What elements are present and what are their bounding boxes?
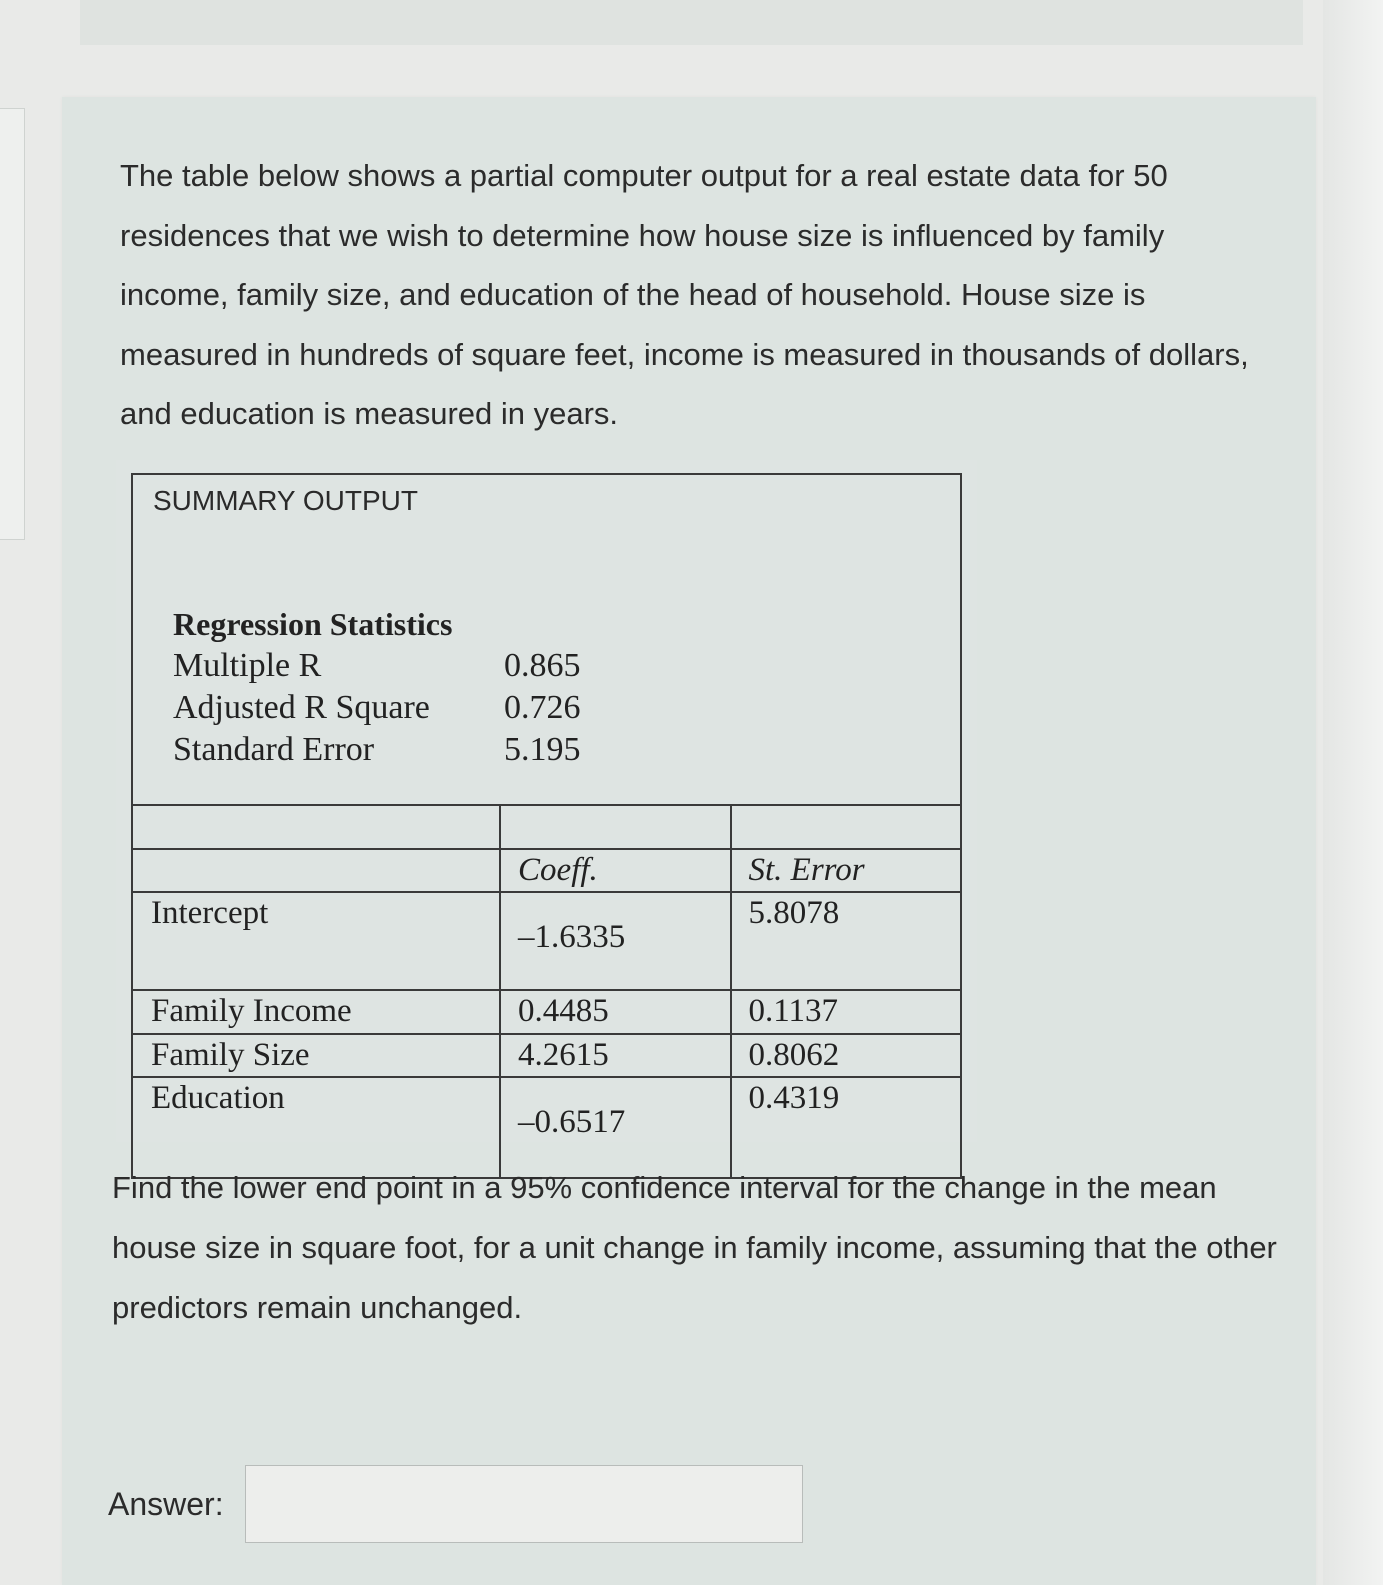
row-label-cell	[132, 990, 500, 1034]
regression-statistics-header: Regression Statistics	[173, 606, 453, 642]
row-label: Family Income	[151, 993, 352, 1029]
column-header-coeff	[500, 849, 730, 892]
empty-row	[132, 805, 961, 849]
st-error-header-text: St. Error	[748, 852, 865, 888]
row-label: Family Size	[151, 1037, 310, 1073]
se-value: 5.8078	[748, 895, 840, 931]
prompt-text: Find the lower end point in a 95% confidence interval for the change in the mean house size in square foot, for a unit change in family income, assuming that the other predictors remain unchanged.	[112, 1170, 1277, 1325]
stat-label: Multiple R	[173, 647, 322, 684]
stat-label: Adjusted R Square	[173, 689, 430, 726]
table-row	[132, 892, 961, 990]
column-header-row	[132, 849, 961, 892]
coeff-cell	[500, 1034, 730, 1077]
se-cell	[731, 990, 961, 1034]
right-edge	[1323, 0, 1383, 1585]
empty-cell	[500, 805, 730, 849]
stat-row	[173, 687, 581, 729]
coeff-value: –1.6335	[518, 919, 626, 955]
stat-row	[173, 645, 581, 687]
stat-value: 0.865	[504, 647, 581, 684]
stat-value: 0.726	[504, 689, 581, 726]
row-label: Education	[151, 1080, 285, 1116]
se-value: 0.4319	[748, 1080, 840, 1116]
summary-block	[132, 474, 961, 805]
left-side-tab	[0, 108, 25, 540]
se-value: 0.8062	[748, 1037, 840, 1073]
column-header-st-error	[731, 849, 961, 892]
stat-value: 5.195	[504, 731, 581, 768]
column-header-blank	[132, 849, 500, 892]
coeff-value: –0.6517	[518, 1104, 626, 1140]
question-text: The table below shows a partial computer output for a real estate data for 50 residences that we wish to determine how house size is influenced by family income, family size, and education of the head of household. House size is measured in hundreds of square feet, income is measured in thousands of dollars, and education is measured in years.	[120, 158, 1249, 431]
empty-cell	[132, 805, 500, 849]
row-label-cell	[132, 892, 500, 990]
table-row	[132, 1034, 961, 1077]
se-value: 0.1137	[748, 993, 839, 1029]
empty-cell	[731, 805, 961, 849]
answer-input[interactable]	[245, 1465, 803, 1543]
se-cell	[731, 1034, 961, 1077]
row-label-cell	[132, 1034, 500, 1077]
coeff-value: 4.2615	[518, 1037, 609, 1073]
stat-row	[173, 729, 581, 771]
top-strip	[80, 0, 1303, 45]
regression-output-table	[131, 473, 962, 1179]
coeff-cell	[500, 892, 730, 990]
table-row	[132, 990, 961, 1034]
regression-statistics	[173, 603, 581, 771]
coeff-value: 0.4485	[518, 993, 609, 1029]
row-label: Intercept	[151, 895, 269, 931]
coeff-cell	[500, 990, 730, 1034]
stat-label: Standard Error	[173, 731, 375, 768]
answer-label: Answer:	[108, 1486, 224, 1522]
coeff-header-text: Coeff.	[518, 852, 598, 888]
summary-title: SUMMARY OUTPUT	[153, 485, 418, 516]
se-cell	[731, 892, 961, 990]
